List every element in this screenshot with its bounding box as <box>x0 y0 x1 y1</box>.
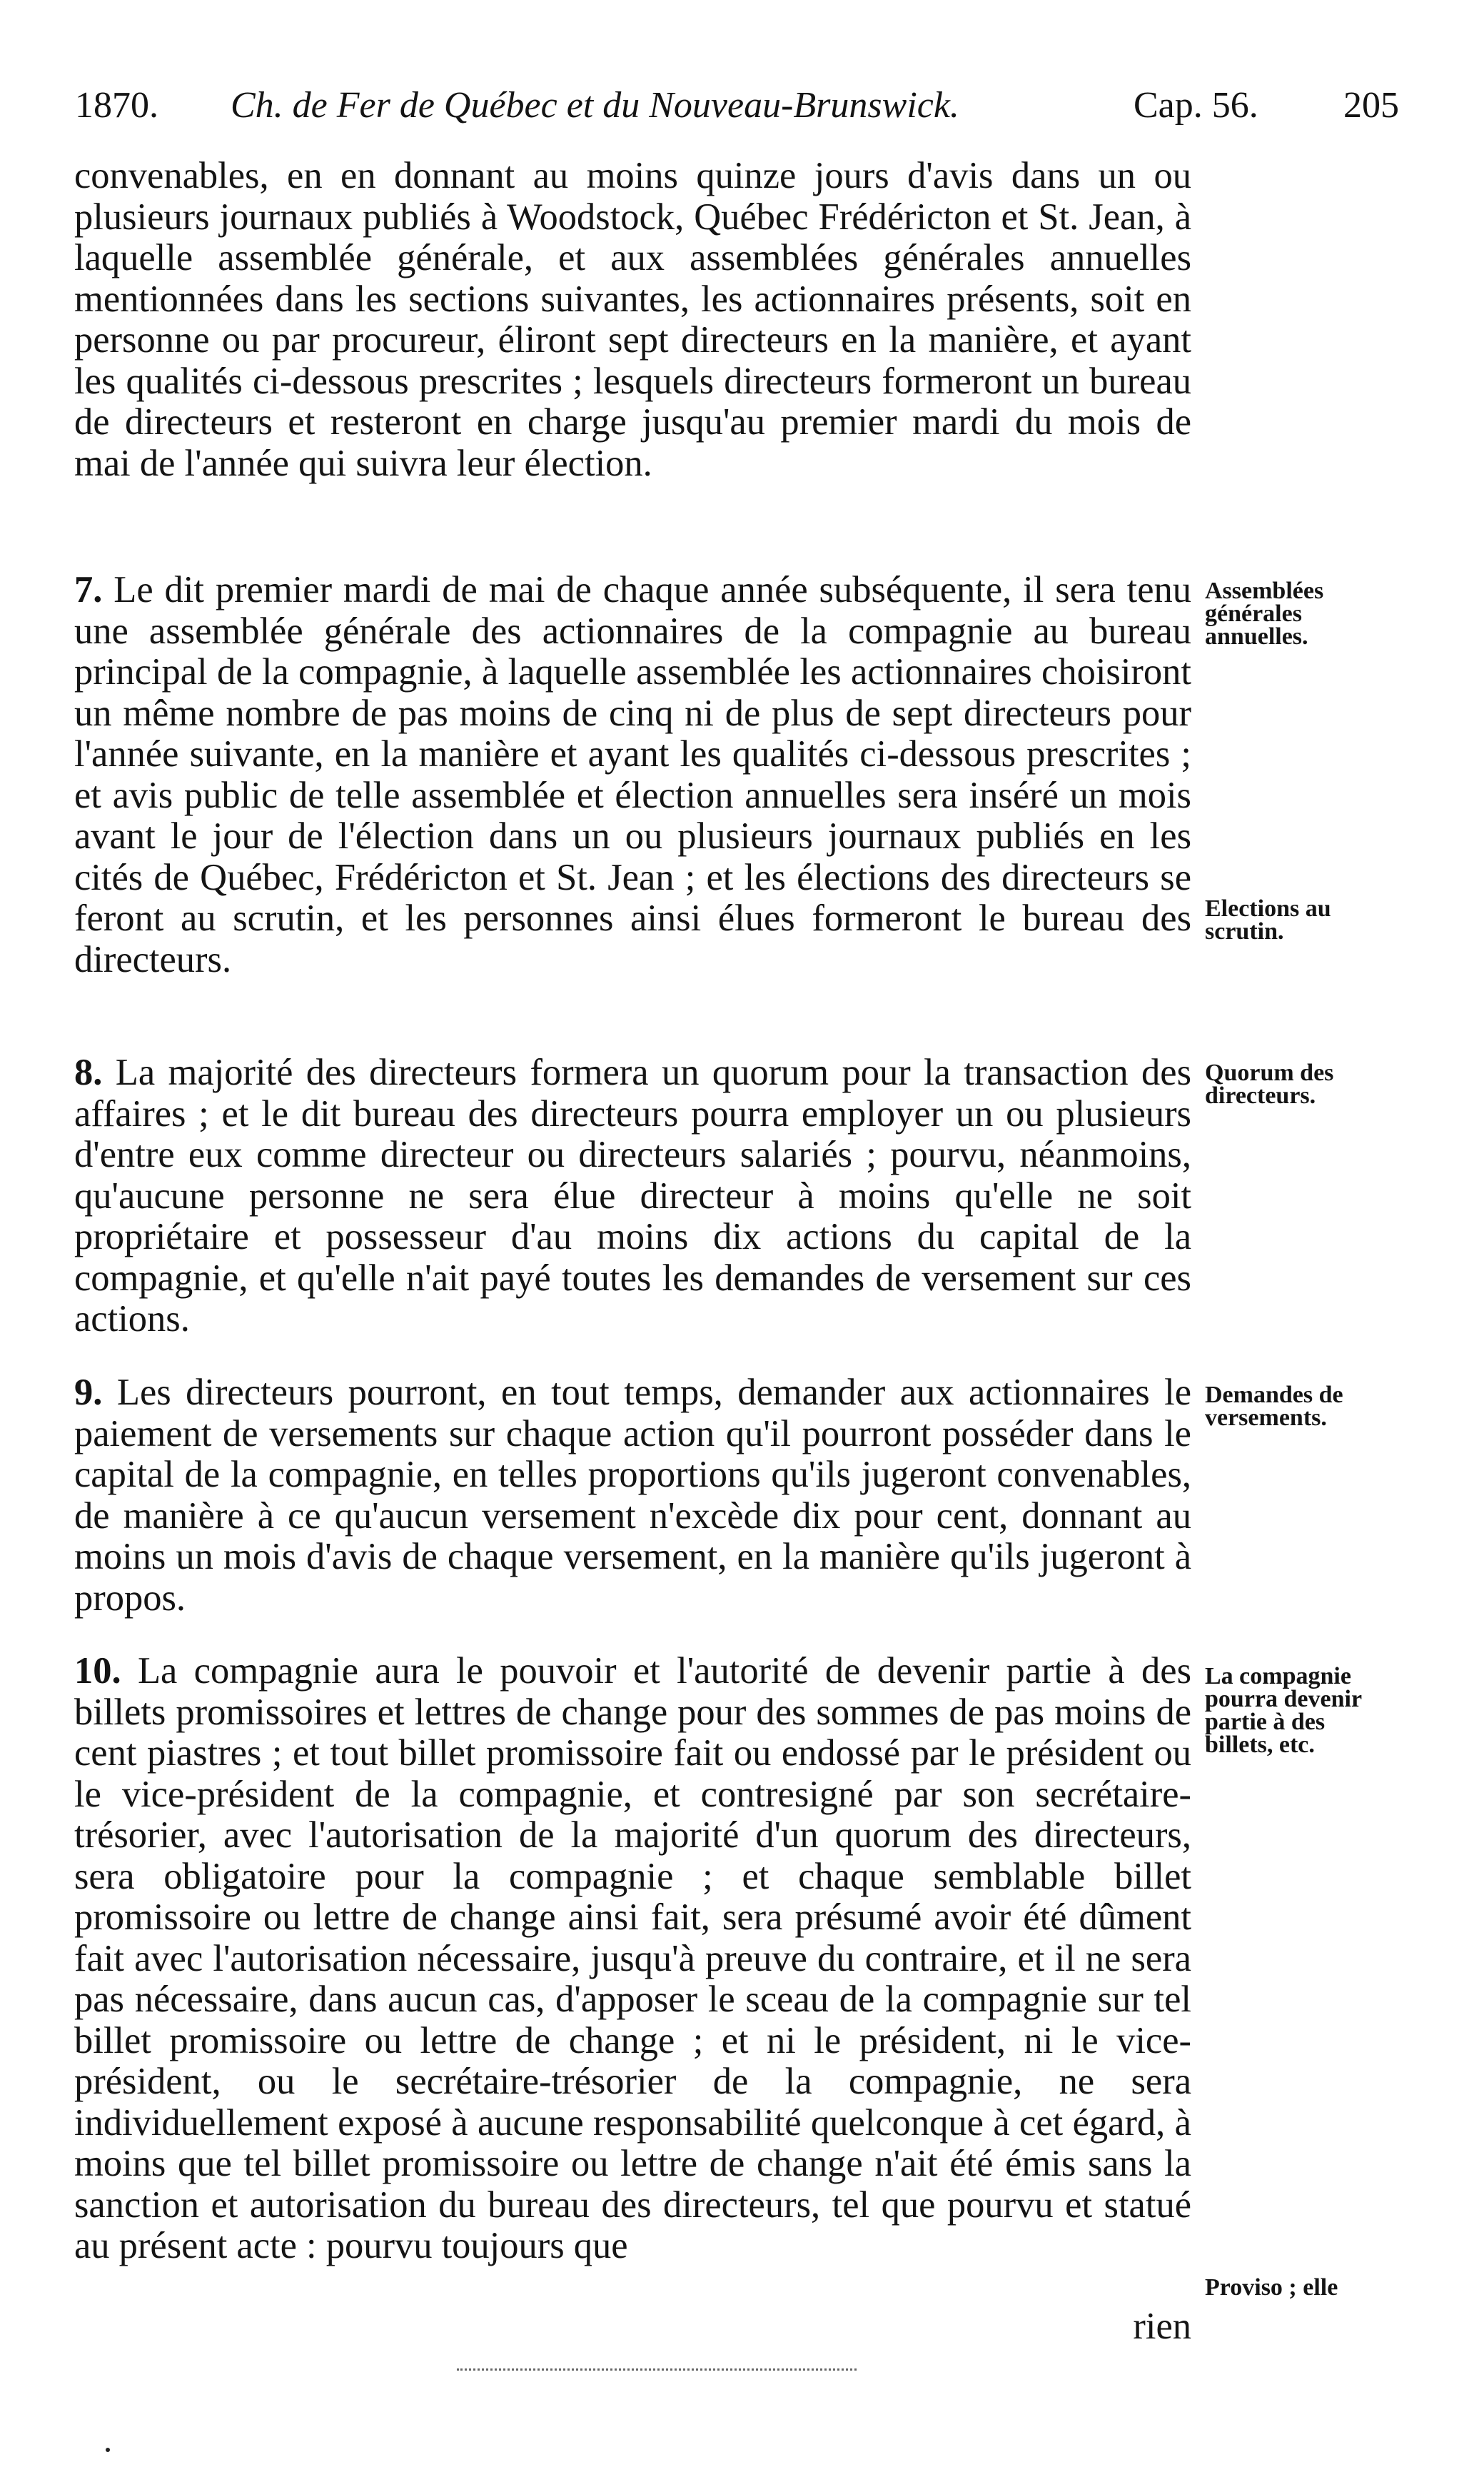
margin-note-demandes: Demandes de versements. <box>1205 1382 1343 1431</box>
paragraph-text: convenables, en en donnant au moins quinze jours d'avis dans un ou plusieurs journaux publiés à Woodstock, Québec Frédéricton et St. Jean, à laquelle assemblée générale, et aux assemblées générales annuelles mentionnées dans les sections suivantes, les actionnaires présents, soit en personne ou par procureur, éliront sept directeurs en la manière, et ayant les qualités ci-dessous prescrites ; lesquels directeurs formeront un bureau de directeurs et resteront en charge jusqu'au premier mardi du mois de mai de l'année qui suivra leur élection. <box>74 155 1191 484</box>
section-10 <box>74 1651 1191 2267</box>
section-number: 10. <box>74 1650 121 1692</box>
running-header <box>75 77 1399 134</box>
margin-note-billets: La compagnie pourra devenir partie à des billets, etc. <box>1205 1663 1362 1758</box>
section-text: La majorité des directeurs formera un quorum pour la transaction des affaires ; et le dit bureau des directeurs pourra employer un ou plusieurs d'entre eux comme directeur ou directeurs salariés ; pourvu, néanmoins, qu'aucune personne ne sera élue directeur à moins qu'elle ne soit propriétaire et possesseur d'au moins dix actions du capital de la compagnie, et qu'elle n'ait payé toutes les demandes de versement sur ces actions. <box>74 1052 1192 1340</box>
margin-note-quorum: Quorum des directeurs. <box>1205 1060 1334 1109</box>
catchword <box>74 2306 1191 2348</box>
section-text: Les directeurs pourront, en tout temps, demander aux actionnaires le paiement de versements sur chaque action qu'il pourront posséder dans le capital de la compagnie, en telles proportions qu'ils jugeront convenables, de manière à ce qu'aucun versement n'excède dix pour cent, donnant au moins un mois d'avis de chaque versement, en la manière qu'ils jugeront à propos. <box>74 1372 1192 1619</box>
header-title: Ch. de Fer de Québec et du Nouveau-Brunswick. <box>231 85 959 126</box>
section-text: Le dit premier mardi de mai de chaque année subséquente, il sera tenu une assemblée générale des actionnaires de la compagnie au bureau principal de la compagnie, à laquelle assemblée les actionnaires choisiront un même nombre de pas moins de cinq ni de plus de sept directeurs pour l'année suivante, en la manière et ayant les qualités ci-dessous prescrites ; et avis public de telle assemblée et élection annuelles sera inséré un mois avant le jour de l'élection dans un ou plusieurs journaux publiés en les cités de Québec, Frédéricton et St. Jean ; et les élections des directeurs se feront au scrutin, et les personnes ainsi élues formeront le bureau des directeurs. <box>74 569 1191 980</box>
print-marks <box>457 2354 857 2371</box>
section-9 <box>74 1372 1191 1619</box>
paragraph-continuation <box>74 156 1191 484</box>
catchword-text: rien <box>1133 2306 1191 2347</box>
section-number: 9. <box>74 1372 103 1413</box>
section-text: La compagnie aura le pouvoir et l'autorité de devenir partie à des billets promissoires et lettres de change pour des sommes de pas moins de cent piastres ; et tout billet promissoire fait ou endossé par le président ou le vice-président de la compagnie, et contresigné par son secrétaire-trésorier, avec l'autorisation de la majorité d'un quorum des directeurs, sera obligatoire pour la compagnie ; et chaque semblable billet promissoire ou lettre de change ainsi fait, sera présumé avoir été dûment fait avec l'autorisation nécessaire, jusqu'à preuve du contraire, et il ne sera pas nécessaire, dans aucun cas, d'apposer le sceau de la compagnie sur tel billet promissoire ou lettre de change ; et ni le président, ni le vice-président, ou le secrétaire-trésorier de la compagnie, ne sera individuellement exposé à aucune responsabilité quelconque à cet égard, à moins que tel billet promissoire ou lettre de change n'ait été émis sans la sanction et autorisation du bureau des directeurs, tel que pourvu et statué au présent acte : pourvu toujours que <box>74 1650 1191 2266</box>
header-chapter: Cap. 56. <box>1134 85 1258 126</box>
margin-note-assemblees: Assemblées générales annuelles. <box>1205 578 1324 650</box>
print-speck <box>106 2448 110 2452</box>
margin-note-elections: Elections au scrutin. <box>1205 895 1331 945</box>
section-7 <box>74 570 1191 980</box>
page-number: 205 <box>1343 85 1399 126</box>
section-number: 7. <box>74 569 103 611</box>
section-8 <box>74 1052 1191 1340</box>
margin-note-proviso: Proviso ; elle <box>1205 2274 1338 2301</box>
section-number: 8. <box>74 1052 103 1093</box>
header-year: 1870. <box>75 85 158 126</box>
